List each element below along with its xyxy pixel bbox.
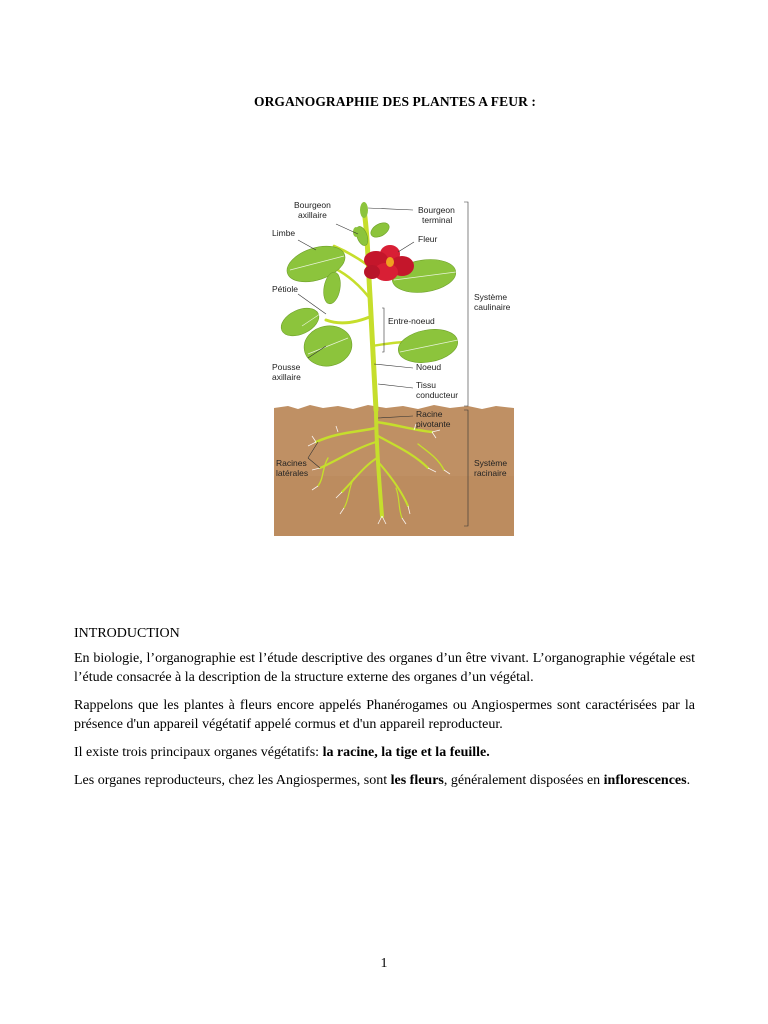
paragraph-3 — [74, 743, 695, 762]
paragraph-1: En biologie, l’organographie est l’étude descriptive des organes d’un être vivant. L’organographie végétale est l’étude consacrée à la description de la structure externe des organes d’un végétal. — [74, 651, 695, 685]
label-bourgeon-axillaire-2: axillaire — [298, 210, 327, 220]
label-noeud: Noeud — [416, 362, 442, 372]
label-pousse-axillaire-2: axillaire — [272, 372, 301, 382]
label-racine-pivotante-1: Racine — [416, 409, 443, 419]
label-systeme-caulinaire-1: Système — [474, 292, 508, 302]
label-systeme-caulinaire-2: caulinaire — [474, 302, 511, 312]
intro-heading: INTRODUCTION — [74, 626, 180, 641]
paragraph-3-text: Il existe trois principaux organes végétatifs: — [74, 745, 323, 760]
label-bourgeon-terminal-2: terminal — [422, 215, 453, 225]
label-bourgeon-terminal-1: Bourgeon — [418, 205, 455, 215]
plant-diagram-svg — [268, 196, 520, 538]
label-racines-laterales-2: latérales — [276, 468, 309, 478]
label-systeme-racinaire-1: Système — [474, 458, 508, 468]
label-fleur: Fleur — [418, 234, 438, 244]
label-pousse-axillaire-1: Pousse — [272, 362, 301, 372]
label-tissu-conducteur-1: Tissu — [416, 380, 436, 390]
paragraph-4-text-middle: , généralement disposées en — [443, 773, 604, 788]
page-title: ORGANOGRAPHIE DES PLANTES A FEUR : — [253, 94, 537, 109]
paragraph-4-text-start: Les organes reproducteurs, chez les Angiospermes, sont — [74, 773, 391, 788]
label-racines-laterales-1: Racines — [276, 458, 307, 468]
label-tissu-conducteur-2: conducteur — [416, 390, 459, 400]
label-limbe: Limbe — [272, 228, 296, 238]
paragraph-4 — [74, 771, 695, 790]
plant-diagram — [268, 196, 520, 538]
page-number: 1 — [380, 956, 388, 971]
paragraph-3-bold: la racine, la tige et la feuille. — [322, 745, 490, 760]
paragraph-4-bold-fleurs: les fleurs — [390, 773, 444, 788]
label-petiole: Pétiole — [272, 284, 298, 294]
paragraph-4-bold-inflorescences: inflorescences — [603, 773, 687, 788]
label-bourgeon-axillaire-1: Bourgeon — [294, 200, 331, 210]
label-systeme-racinaire-2: racinaire — [474, 468, 507, 478]
body-text — [74, 624, 695, 799]
paragraph-4-text-end: . — [686, 773, 691, 788]
label-entre-noeud: Entre-noeud — [388, 316, 435, 326]
label-racine-pivotante-2: pivotante — [416, 419, 451, 429]
paragraph-2: Rappelons que les plantes à fleurs encore appelés Phanérogames ou Angiospermes sont caractérisées par la présence d'un appareil végétatif appelé cormus et d'un appareil reproducteur. — [74, 698, 695, 732]
